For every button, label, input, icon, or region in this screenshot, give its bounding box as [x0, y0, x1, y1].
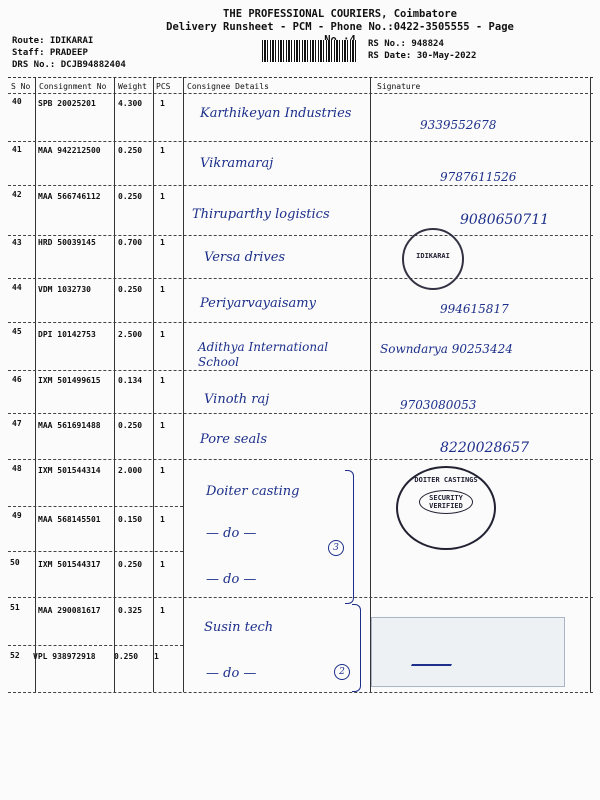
rs-date: RS Date: 30-May-2022: [368, 51, 477, 61]
row-consignee: — do —: [206, 572, 257, 587]
row-pcs: 1: [154, 652, 159, 661]
row-separator: [8, 645, 183, 646]
row-sno: 44: [12, 283, 22, 292]
column-divider: [153, 77, 154, 692]
company-name: THE PROFESSIONAL COURIERS, Coimbatore: [223, 8, 457, 20]
row-separator: [8, 322, 593, 323]
row-sno: 43: [12, 238, 22, 247]
security-verified-seal: [419, 490, 473, 514]
col-header-pcs: PCS: [156, 82, 171, 91]
row-consignment-no: MAA 942212500: [38, 146, 101, 155]
row-consignment-no: HRD 50039145: [38, 238, 96, 247]
group-brace: [352, 604, 361, 692]
row-sno: 42: [12, 190, 22, 199]
col-header-weight: Weight: [118, 82, 147, 91]
row-consignment-no: MAA 290081617: [38, 606, 101, 615]
row-pcs: 1: [160, 146, 165, 155]
row-separator: [8, 185, 593, 186]
faint-stamp: [371, 617, 565, 687]
rs-number: RS No.: 948824: [368, 39, 444, 49]
seal-line-1: SECURITY: [429, 494, 463, 502]
row-pcs: 1: [160, 515, 165, 524]
row-separator: [8, 459, 593, 460]
row-sno: 47: [12, 419, 22, 428]
row-weight: 0.250: [118, 421, 143, 430]
row-separator: [8, 597, 593, 598]
column-divider: [35, 77, 36, 692]
row-signature: 8220028657: [440, 440, 530, 456]
row-consignment-no: MAA 566746112: [38, 192, 101, 201]
idikarai-stamp: [402, 228, 464, 290]
right-meta: [368, 38, 476, 62]
row-pcs: 1: [160, 99, 165, 108]
row-weight: 0.700: [118, 238, 143, 247]
row-pcs: 1: [160, 606, 165, 615]
row-sno: 41: [12, 145, 22, 154]
col-header-sno: S No: [11, 82, 31, 91]
row-pcs: 1: [160, 330, 165, 339]
row-sno: 40: [12, 97, 22, 106]
row-signature: 9339552678: [420, 118, 497, 132]
column-divider: [370, 77, 371, 692]
row-separator: [8, 692, 593, 693]
row-consignment-no: VPL 938972918: [33, 652, 96, 661]
row-sno: 50: [10, 558, 20, 567]
row-signature: Sowndarya 90253424: [380, 342, 513, 356]
drs-label: DRS No.: DCJB94882404: [12, 60, 126, 70]
row-signature: 9703080053: [400, 398, 477, 412]
row-signature: 9787611526: [440, 170, 517, 184]
barcode: [262, 40, 358, 62]
row-weight: 2.500: [118, 330, 143, 339]
row-consignee: — do —: [206, 666, 257, 681]
row-sno: 51: [10, 603, 20, 612]
row-separator: [8, 413, 593, 414]
row-consignment-no: IXM 501499615: [38, 376, 101, 385]
row-sno: 49: [12, 511, 22, 520]
route-label: Route: IDIKARAI: [12, 36, 94, 46]
left-meta: [12, 35, 126, 71]
row-weight: 0.134: [118, 376, 143, 385]
row-pcs: 1: [160, 421, 165, 430]
column-divider: [114, 77, 115, 692]
row-pcs: 1: [160, 376, 165, 385]
row-pcs: 1: [160, 238, 165, 247]
row-consignee: Pore seals: [200, 432, 268, 447]
row-signature: 994615817: [440, 302, 509, 316]
row-weight: 0.150: [118, 515, 143, 524]
row-separator: [8, 370, 593, 371]
row-consignee: Adithya International School: [198, 340, 329, 369]
row-consignee: Thiruparthy logistics: [192, 207, 330, 222]
row-sno: 46: [12, 375, 22, 384]
row-consignee: Karthikeyan Industries: [200, 106, 352, 121]
row-weight: 0.325: [118, 606, 143, 615]
runsheet-subtitle: Delivery Runsheet - PCM - Phone No.:0422-3505555 - Page: [166, 21, 514, 33]
row-consignment-no: MAA 568145501: [38, 515, 101, 524]
row-weight: 0.250: [118, 146, 143, 155]
row-separator: [8, 278, 593, 279]
group-brace: [345, 470, 354, 604]
row-pcs: 1: [160, 560, 165, 569]
row-pcs: 1: [160, 466, 165, 475]
row-weight: 0.250: [118, 560, 143, 569]
col-header-consignee: Consignee Details: [187, 82, 269, 91]
row-separator: [8, 141, 593, 142]
col-header-consignment: Consignment No: [39, 82, 107, 91]
row-consignee: — do —: [206, 526, 257, 541]
row-consignment-no: IXM 501544317: [38, 560, 101, 569]
row-consignee: Versa drives: [204, 250, 286, 265]
row-weight: 0.250: [118, 285, 143, 294]
idikarai-stamp-text: IDIKARAI: [416, 252, 450, 260]
table-top-border: [8, 77, 593, 78]
row-pcs: 1: [160, 285, 165, 294]
row-consignment-no: DPI 10142753: [38, 330, 96, 339]
column-divider: [183, 77, 184, 692]
row-separator: [8, 506, 183, 507]
group-count-circle: 2: [334, 664, 350, 680]
column-divider: [590, 77, 591, 692]
row-weight: 4.300: [118, 99, 143, 108]
row-consignment-no: SPB 20025201: [38, 99, 96, 108]
row-separator: [8, 235, 593, 236]
header-separator: [8, 93, 593, 94]
row-weight: 0.250: [118, 192, 143, 201]
row-consignee: Vikramaraj: [200, 156, 274, 171]
group-count-circle: 3: [328, 540, 344, 556]
row-separator: [8, 551, 183, 552]
row-consignee: Vinoth raj: [204, 392, 270, 407]
row-consignment-no: IXM 501544314: [38, 466, 101, 475]
doiter-castings-stamp: [396, 466, 496, 550]
row-consignment-no: VDM 1032730: [38, 285, 91, 294]
row-consignee: Periyarvayaisamy: [200, 296, 316, 311]
row-consignee: Doiter casting: [206, 484, 300, 499]
row-weight: 2.000: [118, 466, 143, 475]
row-consignee: Susin tech: [204, 620, 274, 635]
row-consignment-no: MAA 561691488: [38, 421, 101, 430]
row-signature: 9080650711: [460, 212, 550, 228]
row-sno: 52: [10, 651, 20, 660]
row-sno: 45: [12, 327, 22, 336]
row-sno: 48: [12, 464, 22, 473]
seal-line-2: VERIFIED: [429, 502, 463, 510]
row-pcs: 1: [160, 192, 165, 201]
row-weight: 0.250: [114, 652, 139, 661]
col-header-signature: Signature: [377, 82, 421, 91]
doiter-stamp-name: DOITER CASTINGS: [414, 476, 478, 484]
staff-label: Staff: PRADEEP: [12, 48, 88, 58]
